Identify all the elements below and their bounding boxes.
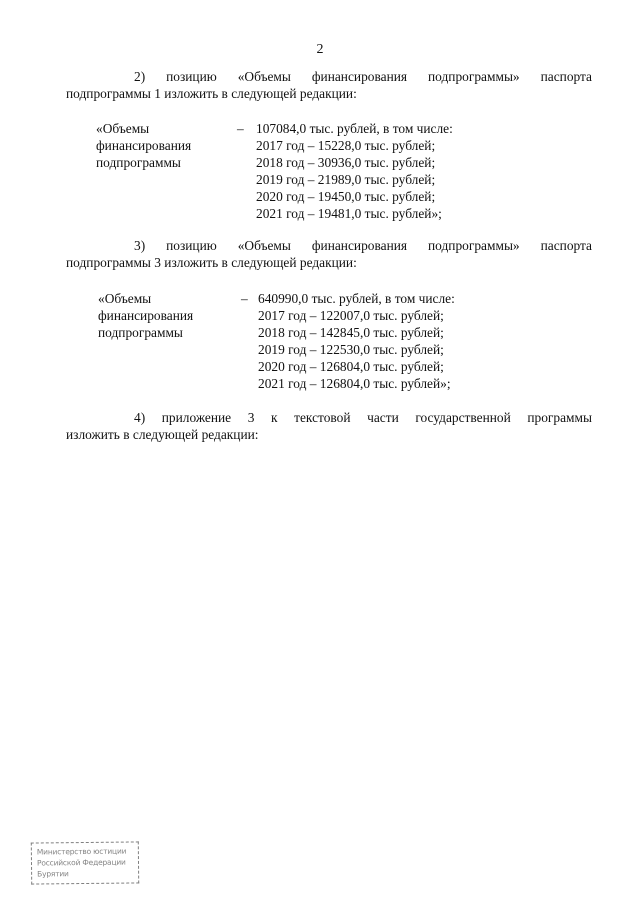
label-line: «Объемы — [96, 121, 150, 136]
value-line-total: 107084,0 тыс. рублей, в том числе: — [256, 121, 453, 136]
word: «Объемы — [237, 69, 291, 84]
paragraph-first-line — [66, 68, 592, 85]
word: к — [271, 410, 278, 425]
word: подпрограммы» — [428, 69, 520, 84]
label-line: «Объемы — [98, 291, 152, 306]
word: государственной — [415, 410, 511, 425]
label-line: финансирования — [98, 308, 194, 323]
financing-dash: – — [237, 121, 244, 136]
word: части — [367, 410, 399, 425]
value-line-2020: 2020 год – 126804,0 тыс. рублей; — [258, 359, 444, 374]
value-line-2019: 2019 год – 21989,0 тыс. рублей; — [256, 172, 436, 187]
stamp-line: Министерство юстиции — [36, 846, 127, 857]
financing-values — [256, 120, 453, 222]
value-line-total: 640990,0 тыс. рублей, в том числе: — [258, 291, 455, 306]
paragraph-item-4 — [66, 409, 592, 443]
value-line-2021: 2021 год – 19481,0 тыс. рублей»; — [256, 206, 442, 221]
value-line-2017: 2017 год – 122007,0 тыс. рублей; — [258, 308, 444, 323]
stamp-line: Бурятии — [37, 869, 69, 879]
value-line-2018: 2018 год – 142845,0 тыс. рублей; — [258, 325, 444, 340]
word: подпрограммы» — [428, 238, 520, 253]
financing-label — [98, 290, 228, 341]
page-number: 2 — [316, 42, 324, 57]
paragraph-second-line: подпрограммы 3 изложить в следующей редакции: — [66, 255, 357, 270]
word: финансирования — [311, 238, 408, 253]
word: текстовой — [294, 410, 351, 425]
value-line-2020: 2020 год – 19450,0 тыс. рублей; — [256, 189, 436, 204]
word: паспорта — [540, 69, 592, 84]
value-line-2019: 2019 год – 122530,0 тыс. рублей; — [258, 342, 444, 357]
word: 3 — [247, 410, 255, 425]
paragraph-item-2 — [66, 68, 592, 102]
value-line-2018: 2018 год – 30936,0 тыс. рублей; — [256, 155, 436, 170]
label-line: финансирования — [96, 138, 192, 153]
word: «Объемы — [237, 238, 291, 253]
word: финансирования — [311, 69, 408, 84]
item-marker: 2) — [134, 69, 146, 84]
registration-stamp — [31, 841, 139, 884]
paragraph-first-line — [66, 409, 592, 426]
word: программы — [527, 410, 592, 425]
item-marker: 4) — [134, 410, 146, 425]
word: приложение — [161, 410, 232, 425]
word: позицию — [166, 238, 217, 253]
financing-label — [96, 120, 226, 171]
paragraph-second-line: подпрограммы 1 изложить в следующей редакции: — [66, 86, 357, 101]
financing-values — [258, 290, 455, 392]
label-line: подпрограммы — [98, 325, 183, 340]
item-marker: 3) — [134, 238, 146, 253]
value-line-2021: 2021 год – 126804,0 тыс. рублей»; — [258, 376, 451, 391]
paragraph-second-line: изложить в следующей редакции: — [66, 427, 259, 442]
stamp-line: Российской Федерации — [36, 857, 126, 868]
value-line-2017: 2017 год – 15228,0 тыс. рублей; — [256, 138, 436, 153]
paragraph-first-line — [66, 237, 592, 254]
label-line: подпрограммы — [96, 155, 181, 170]
paragraph-item-3 — [66, 237, 592, 271]
financing-dash: – — [241, 291, 248, 306]
word: позицию — [166, 69, 217, 84]
word: паспорта — [540, 238, 592, 253]
